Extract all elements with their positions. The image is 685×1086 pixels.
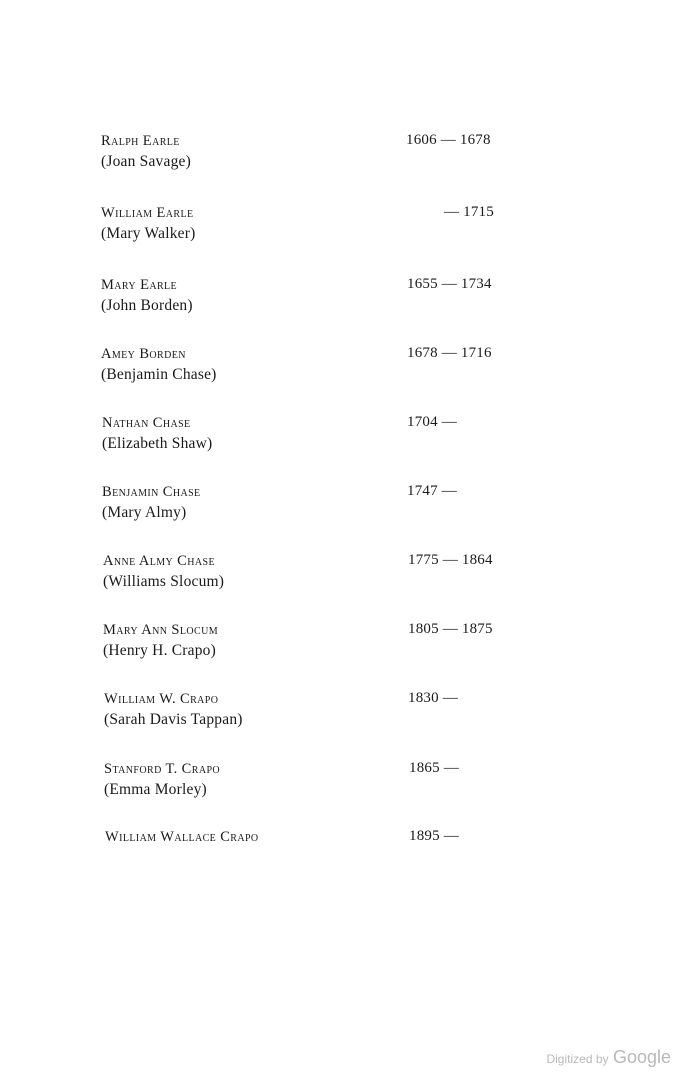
watermark-prefix: Digitized by — [546, 1052, 609, 1066]
person-name: William Wallace Crapo — [105, 829, 259, 845]
person-name: Amey Borden — [101, 346, 186, 362]
life-dates: 1704 — — [407, 414, 457, 430]
google-watermark — [546, 1047, 671, 1068]
life-dates: 1805 — 1875 — [408, 621, 493, 637]
life-dates: 1830 — — [408, 690, 458, 706]
life-dates: 1655 — 1734 — [407, 276, 492, 292]
spouse-name: (Henry H. Crapo) — [103, 642, 216, 659]
spouse-name: (Williams Slocum) — [103, 573, 225, 590]
life-dates: 1775 — 1864 — [408, 552, 493, 568]
spouse-name: (Benjamin Chase) — [101, 366, 217, 383]
life-dates: 1747 — — [407, 483, 457, 499]
spouse-name: (Joan Savage) — [101, 153, 191, 170]
person-name: Mary Ann Slocum — [103, 622, 218, 638]
spouse-name: (Mary Almy) — [102, 504, 187, 521]
person-name: William Earle — [101, 205, 194, 221]
life-dates: 1865 — — [409, 760, 459, 776]
life-dates: 1678 — 1716 — [407, 345, 492, 361]
spouse-name: (Mary Walker) — [101, 225, 196, 242]
person-name: Stanford T. Crapo — [104, 761, 221, 777]
spouse-name: (Elizabeth Shaw) — [102, 435, 213, 452]
spouse-name: (John Borden) — [101, 297, 193, 314]
person-name: Benjamin Chase — [102, 484, 201, 500]
life-dates: 1606 — 1678 — [406, 132, 491, 148]
watermark-brand: Google — [612, 1047, 671, 1067]
person-name: William W. Crapo — [104, 691, 219, 707]
person-name: Anne Almy Chase — [103, 553, 215, 569]
person-name: Nathan Chase — [102, 415, 191, 431]
life-dates: 1895 — — [409, 828, 459, 844]
spouse-name: (Emma Morley) — [104, 781, 207, 798]
spouse-name: (Sarah Davis Tappan) — [104, 711, 243, 728]
life-dates: — 1715 — [444, 204, 494, 220]
person-name: Ralph Earle — [101, 133, 180, 149]
person-name: Mary Earle — [101, 277, 178, 293]
